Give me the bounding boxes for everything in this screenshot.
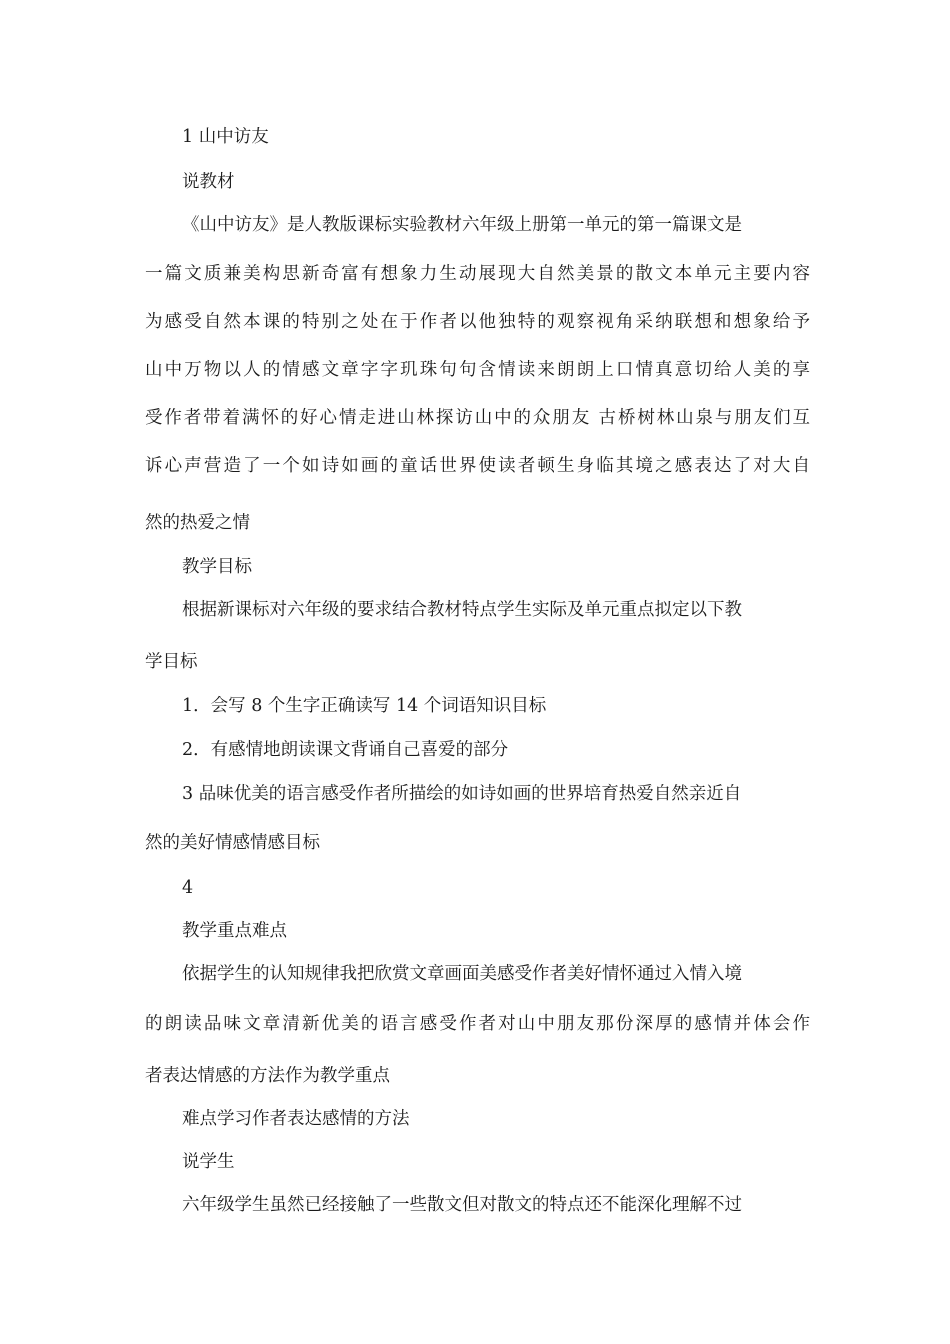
goal-item-1: 1．会写 8 个生字正确读写 14 个词语知识目标: [182, 696, 547, 716]
intro-line: 一篇文质兼美构思新奇富有想象力生动展现大自然美景的散文本单元主要内容: [145, 264, 810, 284]
section-heading-jiaocai: 说教材: [182, 172, 235, 192]
zhongdian-line: 依据学生的认知规律我把欣赏文章画面美感受作者美好情怀通过入情入境: [182, 964, 742, 984]
intro-line: 山中万物以人的情感文章字字玑珠句句含情读来朗朗上口情真意切给人美的享: [145, 360, 810, 380]
nandian-line: 难点学习作者表达感情的方法: [182, 1109, 410, 1129]
intro-line: 诉心声营造了一个如诗如画的童话世界使读者顿生身临其境之感表达了对大自: [145, 456, 810, 476]
section-heading-zhongdian: 教学重点难点: [182, 921, 287, 941]
zhongdian-line: 的朗读品味文章清新优美的语言感受作者对山中朋友那份深厚的感情并体会作: [145, 1014, 810, 1034]
mubiao-line: 学目标: [145, 652, 198, 672]
zhongdian-line: 者表达情感的方法作为教学重点: [145, 1066, 390, 1086]
xuesheng-line: 六年级学生虽然已经接触了一些散文但对散文的特点还不能深化理解不过: [182, 1195, 742, 1215]
intro-line: 受作者带着满怀的好心情走进山林探访山中的众朋友 古桥树林山泉与朋友们互: [145, 408, 810, 428]
intro-line: 《山中访友》是人教版课标实验教材六年级上册第一单元的第一篇课文是: [182, 215, 742, 235]
section-heading-mubiao: 教学目标: [182, 557, 252, 577]
goal-item-2: 2．有感情地朗读课文背诵自己喜爱的部分: [182, 740, 509, 760]
intro-line: 为感受自然本课的特别之处在于作者以他独特的观察视角采纳联想和想象给予: [145, 312, 810, 332]
goal-item-3: 3 品味优美的语言感受作者所描绘的如诗如画的世界培育热爱自然亲近自: [182, 784, 742, 804]
intro-line: 然的热爱之情: [145, 513, 250, 533]
goal-item-4: 4: [182, 878, 194, 898]
goal-item-3-continued: 然的美好情感情感目标: [145, 833, 320, 853]
section-heading-xuesheng: 说学生: [182, 1152, 235, 1172]
document-title: 1 山中访友: [182, 127, 269, 147]
mubiao-line: 根据新课标对六年级的要求结合教材特点学生实际及单元重点拟定以下教: [182, 600, 742, 620]
